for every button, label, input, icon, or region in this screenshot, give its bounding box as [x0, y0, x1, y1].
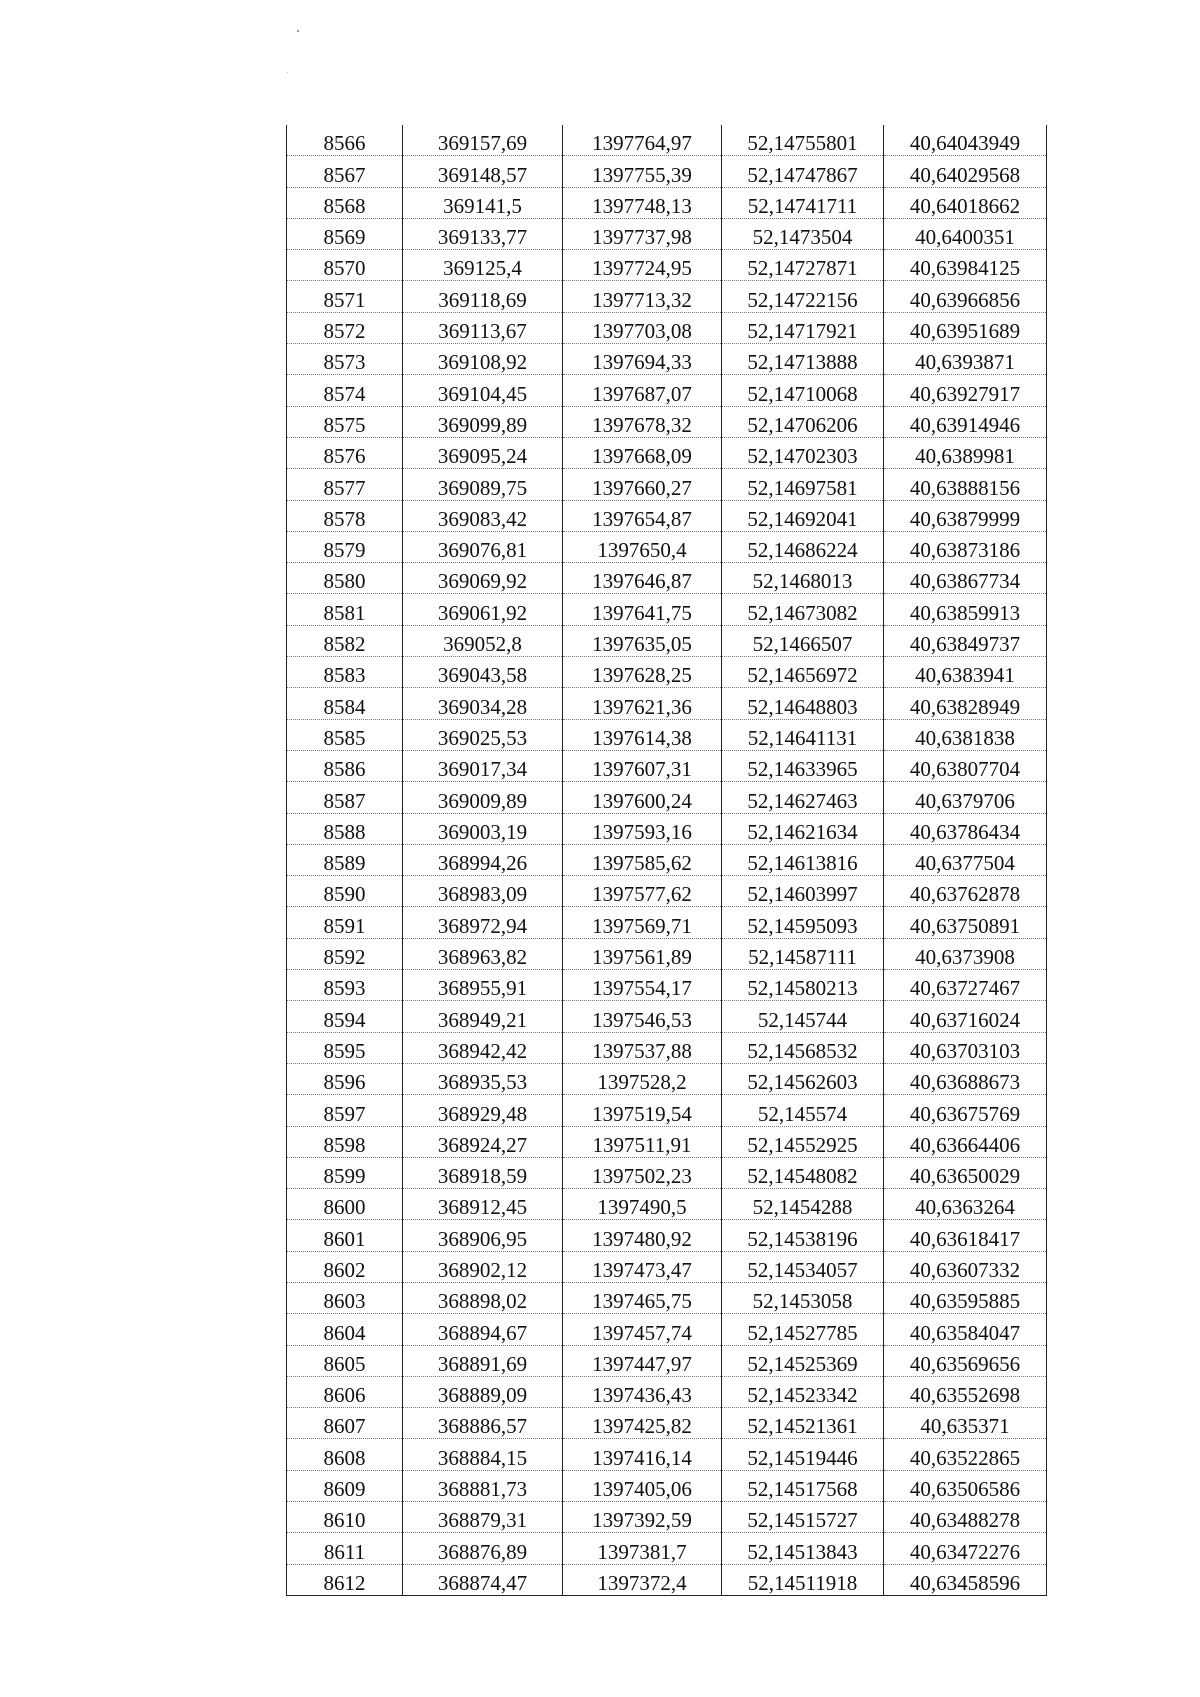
point-number-cell: 8612	[287, 1564, 403, 1595]
x-coordinate-cell: 369034,28	[403, 688, 563, 719]
x-coordinate-cell: 368942,42	[403, 1032, 563, 1063]
point-number-cell: 8577	[287, 469, 403, 500]
longitude-cell: 40,63786434	[884, 813, 1047, 844]
latitude-cell: 52,14534057	[722, 1251, 884, 1282]
longitude-cell: 40,63762878	[884, 876, 1047, 907]
latitude-cell: 52,14755801	[722, 125, 884, 156]
point-number-cell: 8596	[287, 1063, 403, 1094]
y-coordinate-cell: 1397641,75	[563, 594, 722, 625]
table-row	[287, 1439, 1047, 1470]
table-row	[287, 938, 1047, 969]
point-number-cell: 8602	[287, 1251, 403, 1282]
scan-speck	[297, 30, 299, 32]
latitude-cell: 52,14515727	[722, 1502, 884, 1533]
latitude-cell: 52,14517568	[722, 1470, 884, 1501]
latitude-cell: 52,14613816	[722, 844, 884, 875]
latitude-cell: 52,14511918	[722, 1564, 884, 1595]
table-row	[287, 406, 1047, 437]
point-number-cell: 8568	[287, 187, 403, 218]
longitude-cell: 40,63859913	[884, 594, 1047, 625]
longitude-cell: 40,6389981	[884, 437, 1047, 468]
point-number-cell: 8595	[287, 1032, 403, 1063]
longitude-cell: 40,6373908	[884, 938, 1047, 969]
y-coordinate-cell: 1397490,5	[563, 1189, 722, 1220]
x-coordinate-cell: 369043,58	[403, 657, 563, 688]
x-coordinate-cell: 368983,09	[403, 876, 563, 907]
y-coordinate-cell: 1397668,09	[563, 437, 722, 468]
y-coordinate-cell: 1397480,92	[563, 1220, 722, 1251]
table-row	[287, 657, 1047, 688]
longitude-cell: 40,6393871	[884, 344, 1047, 375]
x-coordinate-cell: 369052,8	[403, 625, 563, 656]
point-number-cell: 8587	[287, 782, 403, 813]
longitude-cell: 40,63888156	[884, 469, 1047, 500]
x-coordinate-cell: 369099,89	[403, 406, 563, 437]
x-coordinate-cell: 369083,42	[403, 500, 563, 531]
longitude-cell: 40,6381838	[884, 719, 1047, 750]
table-row	[287, 813, 1047, 844]
point-number-cell: 8582	[287, 625, 403, 656]
y-coordinate-cell: 1397546,53	[563, 1001, 722, 1032]
y-coordinate-cell: 1397405,06	[563, 1470, 722, 1501]
table-row	[287, 1251, 1047, 1282]
latitude-cell: 52,1468013	[722, 563, 884, 594]
y-coordinate-cell: 1397724,95	[563, 250, 722, 281]
scan-speck	[287, 72, 288, 73]
point-number-cell: 8607	[287, 1408, 403, 1439]
y-coordinate-cell: 1397621,36	[563, 688, 722, 719]
x-coordinate-cell: 369118,69	[403, 281, 563, 312]
table-row	[287, 344, 1047, 375]
y-coordinate-cell: 1397528,2	[563, 1063, 722, 1094]
x-coordinate-cell: 369017,34	[403, 750, 563, 781]
latitude-cell: 52,14722156	[722, 281, 884, 312]
table-row	[287, 1345, 1047, 1376]
y-coordinate-cell: 1397660,27	[563, 469, 722, 500]
x-coordinate-cell: 369108,92	[403, 344, 563, 375]
latitude-cell: 52,14587111	[722, 938, 884, 969]
y-coordinate-cell: 1397694,33	[563, 344, 722, 375]
point-number-cell: 8592	[287, 938, 403, 969]
table-row	[287, 563, 1047, 594]
latitude-cell: 52,14697581	[722, 469, 884, 500]
point-number-cell: 8578	[287, 500, 403, 531]
table-row	[287, 688, 1047, 719]
latitude-cell: 52,14523342	[722, 1376, 884, 1407]
x-coordinate-cell: 369141,5	[403, 187, 563, 218]
table-row	[287, 218, 1047, 249]
longitude-cell: 40,63927917	[884, 375, 1047, 406]
longitude-cell: 40,63873186	[884, 531, 1047, 562]
y-coordinate-cell: 1397457,74	[563, 1314, 722, 1345]
latitude-cell: 52,145744	[722, 1001, 884, 1032]
x-coordinate-cell: 368924,27	[403, 1126, 563, 1157]
y-coordinate-cell: 1397519,54	[563, 1095, 722, 1126]
x-coordinate-cell: 369009,89	[403, 782, 563, 813]
y-coordinate-cell: 1397511,91	[563, 1126, 722, 1157]
latitude-cell: 52,14706206	[722, 406, 884, 437]
y-coordinate-cell: 1397635,05	[563, 625, 722, 656]
x-coordinate-cell: 368891,69	[403, 1345, 563, 1376]
table-row	[287, 1282, 1047, 1313]
table-row	[287, 187, 1047, 218]
x-coordinate-cell: 368889,09	[403, 1376, 563, 1407]
x-coordinate-cell: 369025,53	[403, 719, 563, 750]
latitude-cell: 52,14580213	[722, 970, 884, 1001]
y-coordinate-cell: 1397646,87	[563, 563, 722, 594]
point-number-cell: 8588	[287, 813, 403, 844]
point-number-cell: 8611	[287, 1533, 403, 1564]
y-coordinate-cell: 1397755,39	[563, 156, 722, 187]
latitude-cell: 52,14568532	[722, 1032, 884, 1063]
longitude-cell: 40,63458596	[884, 1564, 1047, 1595]
latitude-cell: 52,14595093	[722, 907, 884, 938]
x-coordinate-cell: 368874,47	[403, 1564, 563, 1595]
latitude-cell: 52,14673082	[722, 594, 884, 625]
longitude-cell: 40,63951689	[884, 312, 1047, 343]
y-coordinate-cell: 1397737,98	[563, 218, 722, 249]
table-row	[287, 125, 1047, 156]
y-coordinate-cell: 1397764,97	[563, 125, 722, 156]
longitude-cell: 40,6377504	[884, 844, 1047, 875]
y-coordinate-cell: 1397465,75	[563, 1282, 722, 1313]
latitude-cell: 52,14548082	[722, 1157, 884, 1188]
y-coordinate-cell: 1397687,07	[563, 375, 722, 406]
y-coordinate-cell: 1397537,88	[563, 1032, 722, 1063]
x-coordinate-cell: 368935,53	[403, 1063, 563, 1094]
x-coordinate-cell: 368972,94	[403, 907, 563, 938]
table-row	[287, 312, 1047, 343]
table-row	[287, 594, 1047, 625]
y-coordinate-cell: 1397473,47	[563, 1251, 722, 1282]
latitude-cell: 52,14627463	[722, 782, 884, 813]
x-coordinate-cell: 369069,92	[403, 563, 563, 594]
point-number-cell: 8567	[287, 156, 403, 187]
table-row	[287, 625, 1047, 656]
y-coordinate-cell: 1397569,71	[563, 907, 722, 938]
longitude-cell: 40,64018662	[884, 187, 1047, 218]
point-number-cell: 8572	[287, 312, 403, 343]
x-coordinate-cell: 368902,12	[403, 1251, 563, 1282]
latitude-cell: 52,1473504	[722, 218, 884, 249]
longitude-cell: 40,63675769	[884, 1095, 1047, 1126]
table-row	[287, 1032, 1047, 1063]
latitude-cell: 52,1453058	[722, 1282, 884, 1313]
point-number-cell: 8571	[287, 281, 403, 312]
longitude-cell: 40,63618417	[884, 1220, 1047, 1251]
longitude-cell: 40,63595885	[884, 1282, 1047, 1313]
y-coordinate-cell: 1397600,24	[563, 782, 722, 813]
table-row	[287, 281, 1047, 312]
latitude-cell: 52,14513843	[722, 1533, 884, 1564]
latitude-cell: 52,14521361	[722, 1408, 884, 1439]
longitude-cell: 40,6383941	[884, 657, 1047, 688]
point-number-cell: 8597	[287, 1095, 403, 1126]
longitude-cell: 40,64043949	[884, 125, 1047, 156]
table-row	[287, 750, 1047, 781]
latitude-cell: 52,14633965	[722, 750, 884, 781]
table-row	[287, 469, 1047, 500]
x-coordinate-cell: 369095,24	[403, 437, 563, 468]
table-row	[287, 876, 1047, 907]
y-coordinate-cell: 1397502,23	[563, 1157, 722, 1188]
longitude-cell: 40,6379706	[884, 782, 1047, 813]
y-coordinate-cell: 1397607,31	[563, 750, 722, 781]
longitude-cell: 40,63984125	[884, 250, 1047, 281]
longitude-cell: 40,63584047	[884, 1314, 1047, 1345]
y-coordinate-cell: 1397713,32	[563, 281, 722, 312]
point-number-cell: 8600	[287, 1189, 403, 1220]
y-coordinate-cell: 1397654,87	[563, 500, 722, 531]
longitude-cell: 40,63750891	[884, 907, 1047, 938]
point-number-cell: 8583	[287, 657, 403, 688]
point-number-cell: 8580	[287, 563, 403, 594]
x-coordinate-cell: 369061,92	[403, 594, 563, 625]
x-coordinate-cell: 368963,82	[403, 938, 563, 969]
y-coordinate-cell: 1397593,16	[563, 813, 722, 844]
point-number-cell: 8576	[287, 437, 403, 468]
point-number-cell: 8586	[287, 750, 403, 781]
x-coordinate-cell: 368906,95	[403, 1220, 563, 1251]
x-coordinate-cell: 369133,77	[403, 218, 563, 249]
latitude-cell: 52,14702303	[722, 437, 884, 468]
longitude-cell: 40,635371	[884, 1408, 1047, 1439]
latitude-cell: 52,14527785	[722, 1314, 884, 1345]
table-row	[287, 1314, 1047, 1345]
point-number-cell: 8603	[287, 1282, 403, 1313]
longitude-cell: 40,63807704	[884, 750, 1047, 781]
longitude-cell: 40,63607332	[884, 1251, 1047, 1282]
y-coordinate-cell: 1397381,7	[563, 1533, 722, 1564]
x-coordinate-cell: 368955,91	[403, 970, 563, 1001]
longitude-cell: 40,63664406	[884, 1126, 1047, 1157]
x-coordinate-cell: 369003,19	[403, 813, 563, 844]
longitude-cell: 40,6363264	[884, 1189, 1047, 1220]
longitude-cell: 40,63688673	[884, 1063, 1047, 1094]
latitude-cell: 52,145574	[722, 1095, 884, 1126]
point-number-cell: 8581	[287, 594, 403, 625]
table-row	[287, 970, 1047, 1001]
longitude-cell: 40,63650029	[884, 1157, 1047, 1188]
table-row	[287, 844, 1047, 875]
point-number-cell: 8570	[287, 250, 403, 281]
table-row	[287, 1189, 1047, 1220]
x-coordinate-cell: 368884,15	[403, 1439, 563, 1470]
x-coordinate-cell: 368876,89	[403, 1533, 563, 1564]
y-coordinate-cell: 1397436,43	[563, 1376, 722, 1407]
longitude-cell: 40,64029568	[884, 156, 1047, 187]
y-coordinate-cell: 1397628,25	[563, 657, 722, 688]
y-coordinate-cell: 1397614,38	[563, 719, 722, 750]
table-row	[287, 782, 1047, 813]
table-row	[287, 1376, 1047, 1407]
table-row	[287, 1126, 1047, 1157]
latitude-cell: 52,14603997	[722, 876, 884, 907]
latitude-cell: 52,14713888	[722, 344, 884, 375]
x-coordinate-cell: 369076,81	[403, 531, 563, 562]
point-number-cell: 8594	[287, 1001, 403, 1032]
y-coordinate-cell: 1397577,62	[563, 876, 722, 907]
table-row	[287, 1408, 1047, 1439]
longitude-cell: 40,63716024	[884, 1001, 1047, 1032]
latitude-cell: 52,14747867	[722, 156, 884, 187]
point-number-cell: 8598	[287, 1126, 403, 1157]
longitude-cell: 40,63703103	[884, 1032, 1047, 1063]
longitude-cell: 40,6400351	[884, 218, 1047, 249]
point-number-cell: 8609	[287, 1470, 403, 1501]
latitude-cell: 52,14519446	[722, 1439, 884, 1470]
x-coordinate-cell: 368949,21	[403, 1001, 563, 1032]
x-coordinate-cell: 369157,69	[403, 125, 563, 156]
x-coordinate-cell: 369089,75	[403, 469, 563, 500]
point-number-cell: 8593	[287, 970, 403, 1001]
longitude-cell: 40,63867734	[884, 563, 1047, 594]
point-number-cell: 8604	[287, 1314, 403, 1345]
x-coordinate-cell: 368898,02	[403, 1282, 563, 1313]
point-number-cell: 8579	[287, 531, 403, 562]
y-coordinate-cell: 1397392,59	[563, 1502, 722, 1533]
x-coordinate-cell: 369104,45	[403, 375, 563, 406]
latitude-cell: 52,14710068	[722, 375, 884, 406]
table-row	[287, 1564, 1047, 1595]
y-coordinate-cell: 1397416,14	[563, 1439, 722, 1470]
point-number-cell: 8605	[287, 1345, 403, 1376]
point-number-cell: 8573	[287, 344, 403, 375]
table-row	[287, 437, 1047, 468]
table-row	[287, 1533, 1047, 1564]
latitude-cell: 52,14741711	[722, 187, 884, 218]
x-coordinate-cell: 368879,31	[403, 1502, 563, 1533]
x-coordinate-cell: 368994,26	[403, 844, 563, 875]
latitude-cell: 52,14686224	[722, 531, 884, 562]
longitude-cell: 40,63849737	[884, 625, 1047, 656]
table-row	[287, 156, 1047, 187]
longitude-cell: 40,63727467	[884, 970, 1047, 1001]
x-coordinate-cell: 368881,73	[403, 1470, 563, 1501]
y-coordinate-cell: 1397703,08	[563, 312, 722, 343]
table-row	[287, 500, 1047, 531]
y-coordinate-cell: 1397748,13	[563, 187, 722, 218]
y-coordinate-cell: 1397425,82	[563, 1408, 722, 1439]
coordinates-table	[286, 125, 1047, 1596]
y-coordinate-cell: 1397554,17	[563, 970, 722, 1001]
point-number-cell: 8566	[287, 125, 403, 156]
table-row	[287, 1220, 1047, 1251]
longitude-cell: 40,63552698	[884, 1376, 1047, 1407]
x-coordinate-cell: 369125,4	[403, 250, 563, 281]
point-number-cell: 8591	[287, 907, 403, 938]
latitude-cell: 52,14552925	[722, 1126, 884, 1157]
longitude-cell: 40,63966856	[884, 281, 1047, 312]
longitude-cell: 40,63472276	[884, 1533, 1047, 1564]
point-number-cell: 8589	[287, 844, 403, 875]
point-number-cell: 8585	[287, 719, 403, 750]
longitude-cell: 40,63569656	[884, 1345, 1047, 1376]
table-row	[287, 907, 1047, 938]
point-number-cell: 8606	[287, 1376, 403, 1407]
x-coordinate-cell: 368886,57	[403, 1408, 563, 1439]
table-body	[287, 125, 1047, 1595]
latitude-cell: 52,14692041	[722, 500, 884, 531]
latitude-cell: 52,14648803	[722, 688, 884, 719]
latitude-cell: 52,1466507	[722, 625, 884, 656]
longitude-cell: 40,63488278	[884, 1502, 1047, 1533]
table-row	[287, 719, 1047, 750]
x-coordinate-cell: 369148,57	[403, 156, 563, 187]
table-row	[287, 1063, 1047, 1094]
table-row	[287, 1001, 1047, 1032]
x-coordinate-cell: 368929,48	[403, 1095, 563, 1126]
table-row	[287, 250, 1047, 281]
table-row	[287, 531, 1047, 562]
point-number-cell: 8608	[287, 1439, 403, 1470]
y-coordinate-cell: 1397561,89	[563, 938, 722, 969]
y-coordinate-cell: 1397372,4	[563, 1564, 722, 1595]
table-row	[287, 1502, 1047, 1533]
point-number-cell: 8601	[287, 1220, 403, 1251]
latitude-cell: 52,14717921	[722, 312, 884, 343]
latitude-cell: 52,14562603	[722, 1063, 884, 1094]
point-number-cell: 8599	[287, 1157, 403, 1188]
longitude-cell: 40,63828949	[884, 688, 1047, 719]
latitude-cell: 52,14538196	[722, 1220, 884, 1251]
point-number-cell: 8575	[287, 406, 403, 437]
point-number-cell: 8569	[287, 218, 403, 249]
table-row	[287, 375, 1047, 406]
x-coordinate-cell: 368912,45	[403, 1189, 563, 1220]
latitude-cell: 52,14656972	[722, 657, 884, 688]
x-coordinate-cell: 369113,67	[403, 312, 563, 343]
longitude-cell: 40,63879999	[884, 500, 1047, 531]
point-number-cell: 8584	[287, 688, 403, 719]
latitude-cell: 52,14727871	[722, 250, 884, 281]
longitude-cell: 40,63522865	[884, 1439, 1047, 1470]
latitude-cell: 52,14641131	[722, 719, 884, 750]
x-coordinate-cell: 368894,67	[403, 1314, 563, 1345]
y-coordinate-cell: 1397678,32	[563, 406, 722, 437]
point-number-cell: 8610	[287, 1502, 403, 1533]
table-row	[287, 1470, 1047, 1501]
x-coordinate-cell: 368918,59	[403, 1157, 563, 1188]
longitude-cell: 40,63506586	[884, 1470, 1047, 1501]
point-number-cell: 8574	[287, 375, 403, 406]
latitude-cell: 52,14525369	[722, 1345, 884, 1376]
y-coordinate-cell: 1397447,97	[563, 1345, 722, 1376]
latitude-cell: 52,14621634	[722, 813, 884, 844]
longitude-cell: 40,63914946	[884, 406, 1047, 437]
latitude-cell: 52,1454288	[722, 1189, 884, 1220]
point-number-cell: 8590	[287, 876, 403, 907]
table-row	[287, 1157, 1047, 1188]
table-row	[287, 1095, 1047, 1126]
y-coordinate-cell: 1397585,62	[563, 844, 722, 875]
y-coordinate-cell: 1397650,4	[563, 531, 722, 562]
